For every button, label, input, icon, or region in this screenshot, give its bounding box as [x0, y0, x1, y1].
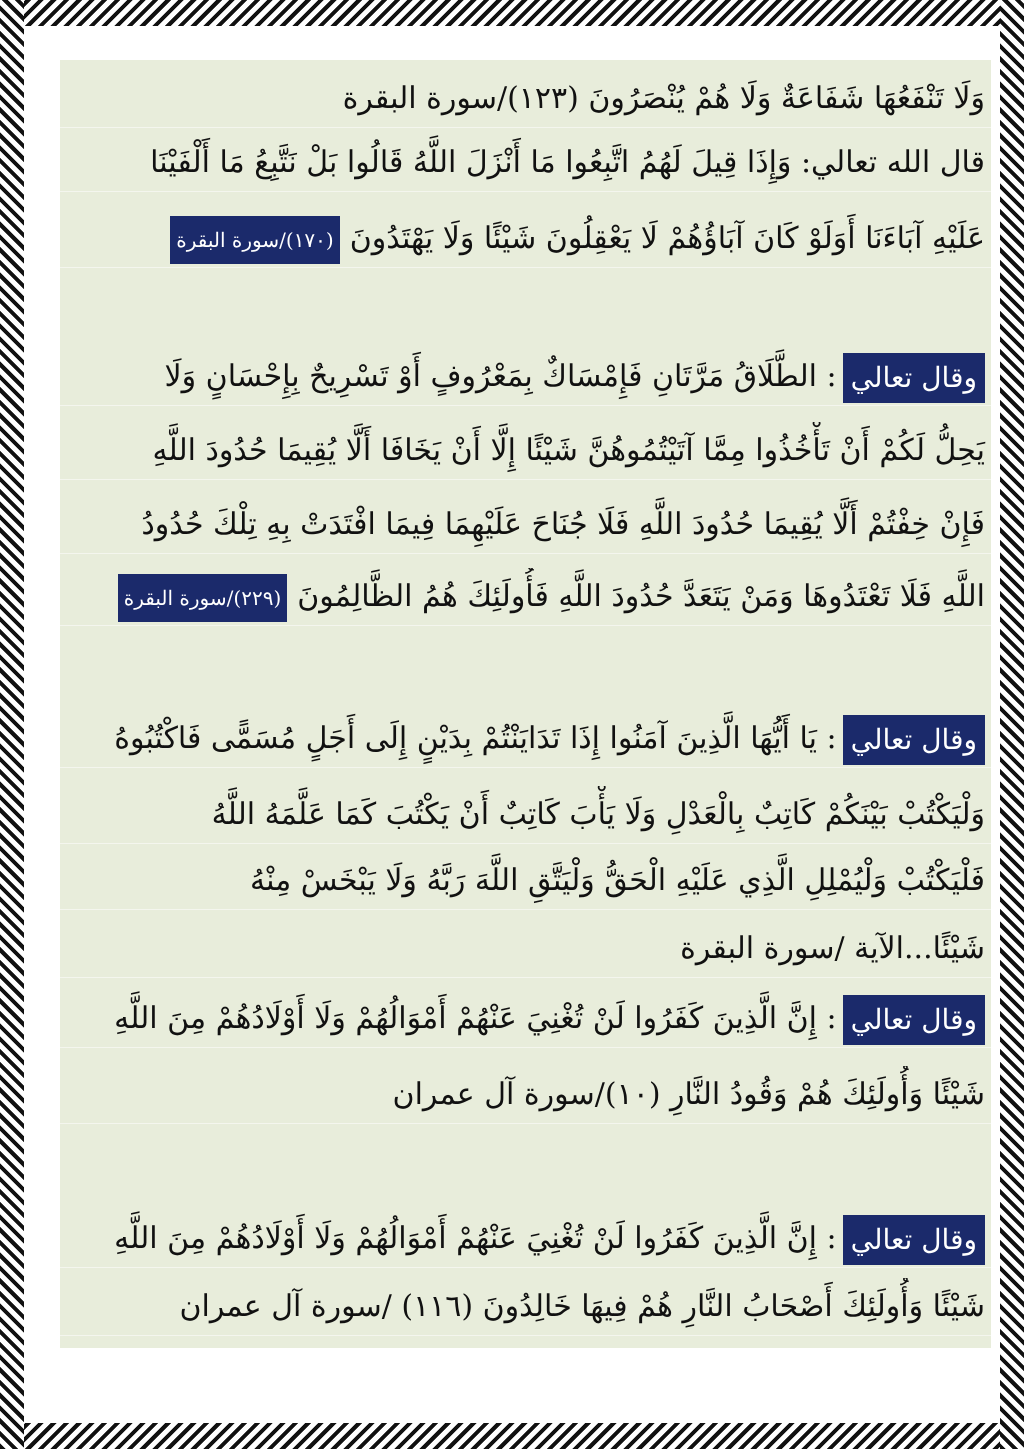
verse-lead-label: وقال تعالي — [843, 715, 985, 765]
line-text: : إِنَّ الَّذِينَ كَفَرُوا لَنْ تُغْنِيَ عَنْهُمْ أَمْوَالُهُمْ وَلَا أَوْلَادُهُمْ مِنَ اللَّهِ — [114, 1221, 837, 1256]
line-text: اللَّهِ فَلَا تَعْتَدُوهَا وَمَنْ يَتَعَدَّ حُدُودَ اللَّهِ فَأُولَئِكَ هُمُ الظَّالِمُونَ — [297, 579, 985, 614]
line-text: عَلَيْهِ آبَاءَنَا أَوَلَوْ كَانَ آبَاؤُهُمْ لَا يَعْقِلُونَ شَيْئًا وَلَا يَهْتَدُونَ — [349, 221, 985, 256]
line-text: قال الله تعالي: وَإِذَا قِيلَ لَهُمُ اتَّبِعُوا مَا أَنْزَلَ اللَّهُ قَالُوا بَلْ نَتَّبِعُ مَا أَلْفَيْنَا — [150, 145, 985, 180]
decorative-border-bottom — [0, 1423, 1024, 1449]
text-line — [60, 70, 991, 128]
verse-lead-label: وقال تعالي — [843, 995, 985, 1045]
text-line — [60, 920, 991, 978]
verse-lead-label: وقال تعالي — [843, 1215, 985, 1265]
text-line — [60, 1066, 991, 1124]
text-line — [60, 990, 991, 1048]
line-text: وَلْيَكْتُبْ بَيْنَكُمْ كَاتِبٌ بِالْعَدْلِ وَلَا يَأْبَ كَاتِبٌ أَنْ يَكْتُبَ كَمَا عَلَّمَهُ اللَّهُ — [211, 797, 985, 832]
line-text: : الطَّلَاقُ مَرَّتَانِ فَإِمْسَاكٌ بِمَعْرُوفٍ أَوْ تَسْرِيحٌ بِإِحْسَانٍ وَلَا — [164, 359, 837, 394]
line-text: وَلَا تَنْفَعُهَا شَفَاعَةٌ وَلَا هُمْ يُنْصَرُونَ (١٢٣)/سورة البقرة — [342, 81, 985, 116]
line-text: شَيْئًا وَأُولَئِكَ هُمْ وَقُودُ النَّارِ (١٠)/سورة آل عمران — [392, 1077, 985, 1112]
text-line — [60, 422, 991, 480]
line-text: فَلْيَكْتُبْ وَلْيُمْلِلِ الَّذِي عَلَيْهِ الْحَقُّ وَلْيَتَّقِ اللَّهَ رَبَّهُ وَلَا يَبْخَسْ مِنْهُ — [250, 863, 985, 898]
decorative-border-right — [1000, 0, 1024, 1449]
text-line — [60, 568, 991, 626]
line-text: شَيْئًا...الآية /سورة البقرة — [680, 931, 985, 966]
text-line — [60, 710, 991, 768]
surah-reference-tag: (٢٢٩)/سورة البقرة — [118, 574, 288, 622]
line-text: : يَا أَيُّهَا الَّذِينَ آمَنُوا إِذَا تَدَايَنْتُمْ بِدَيْنٍ إِلَى أَجَلٍ مُسَمًّى فَاكْتُبُوهُ — [114, 721, 837, 756]
text-line — [60, 210, 991, 268]
text-line — [60, 1278, 991, 1336]
decorative-border-top — [0, 0, 1024, 26]
line-text: شَيْئًا وَأُولَئِكَ أَصْحَابُ النَّارِ هُمْ فِيهَا خَالِدُونَ (١١٦) /سورة آل عمران — [179, 1289, 985, 1324]
decorative-border-left — [0, 0, 24, 1449]
text-line — [60, 852, 991, 910]
line-text: يَحِلُّ لَكُمْ أَنْ تَأْخُذُوا مِمَّا آتَيْتُمُوهُنَّ شَيْئًا إِلَّا أَنْ يَخَافَا أَلَّا يُقِيمَا حُدُودَ اللَّهِ — [152, 433, 985, 468]
text-line — [60, 134, 991, 192]
line-text: : إِنَّ الَّذِينَ كَفَرُوا لَنْ تُغْنِيَ عَنْهُمْ أَمْوَالُهُمْ وَلَا أَوْلَادُهُمْ مِنَ اللَّهِ — [114, 1001, 837, 1036]
text-line — [60, 348, 991, 406]
text-line — [60, 1210, 991, 1268]
line-text: فَإِنْ خِفْتُمْ أَلَّا يُقِيمَا حُدُودَ اللَّهِ فَلَا جُنَاحَ عَلَيْهِمَا فِيمَا افْتَدَتْ بِهِ تِلْكَ حُدُودُ — [141, 507, 985, 542]
text-line — [60, 786, 991, 844]
verse-lead-label: وقال تعالي — [843, 353, 985, 403]
surah-reference-tag: (١٧٠)/سورة البقرة — [170, 216, 340, 264]
text-line — [60, 496, 991, 554]
